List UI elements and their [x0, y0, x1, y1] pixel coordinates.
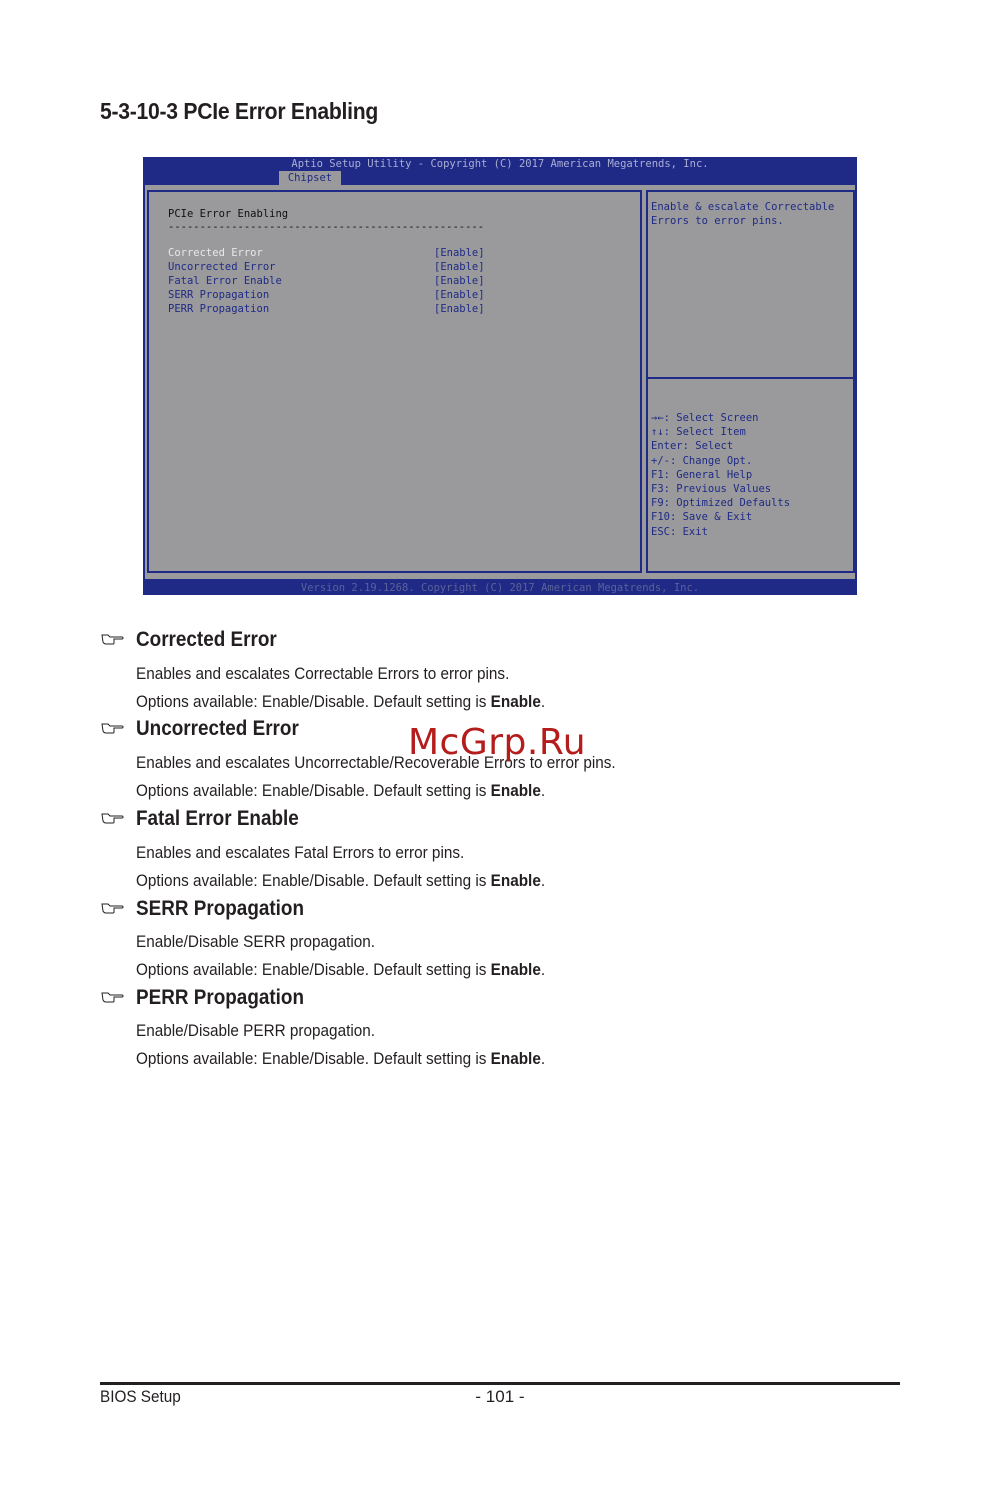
default-value: Enable [490, 960, 541, 979]
bios-item-value[interactable]: [Enable] [434, 289, 485, 301]
setting-description: Enable/Disable PERR propagation. [136, 1021, 376, 1040]
key-hint: ESC: Exit [651, 525, 708, 538]
setting-title: Uncorrected Error [136, 717, 299, 740]
bios-item-fatal-error-enable[interactable] [168, 274, 498, 288]
pointing-hand-icon [100, 811, 124, 825]
bios-screenshot [143, 157, 857, 595]
setting-options: Options available: Enable/Disable. Default setting is Enable. [136, 692, 546, 711]
key-hint: +/-: Change Opt. [651, 454, 753, 467]
footer-section-name: BIOS Setup [100, 1387, 181, 1406]
key-hint: F1: General Help [651, 468, 753, 481]
bios-item-serr-propagation[interactable] [168, 288, 498, 302]
help-text: Enable & escalate Correctable Errors to error pins. [651, 201, 835, 227]
bios-item-perr-propagation[interactable] [168, 302, 498, 316]
bios-header-title: Aptio Setup Utility - Copyright (C) 2017 American Megatrends, Inc. [291, 158, 709, 170]
watermark: McGrp.Ru [408, 722, 587, 763]
bios-item-label: Corrected Error [168, 247, 263, 259]
setting-description: Enables and escalates Fatal Errors to error pins. [136, 843, 465, 862]
default-value: Enable [490, 871, 541, 890]
bios-item-label: Fatal Error Enable [168, 275, 282, 287]
setting-description: Enables and escalates Uncorrectable/Recoverable Errors to error pins. [136, 753, 616, 772]
bios-item-value[interactable]: [Enable] [434, 303, 485, 315]
bios-footer: Version 2.19.1268. Copyright (C) 2017 American Megatrends, Inc. [143, 581, 857, 595]
setting-title: Corrected Error [136, 628, 277, 651]
setting-options: Options available: Enable/Disable. Default setting is Enable. [136, 871, 546, 890]
help-divider [648, 377, 853, 379]
bios-item-label: SERR Propagation [168, 289, 270, 301]
default-value: Enable [490, 781, 541, 800]
key-legend [651, 411, 790, 539]
bios-body [145, 185, 855, 579]
bios-item-label: PERR Propagation [168, 303, 270, 315]
pointing-hand-icon [100, 632, 124, 646]
tab-chipset[interactable]: Chipset [279, 171, 341, 185]
setting-description: Enables and escalates Correctable Errors to error pins. [136, 664, 510, 683]
setting-title: Fatal Error Enable [136, 807, 299, 830]
pointing-hand-icon [100, 990, 124, 1004]
key-hint: Enter: Select [651, 440, 734, 453]
section-title: 5-3-10-3 PCIe Error Enabling [100, 98, 379, 124]
bios-settings-panel [147, 190, 642, 573]
bios-item-value[interactable]: [Enable] [434, 261, 485, 273]
setting-title: SERR Propagation [136, 897, 305, 920]
footer-rule [100, 1382, 900, 1385]
bios-header [143, 157, 857, 185]
bios-item-value[interactable]: [Enable] [434, 247, 485, 259]
setting-options: Options available: Enable/Disable. Default setting is Enable. [136, 781, 546, 800]
key-hint: F9: Optimized Defaults [651, 497, 791, 510]
setting-options: Options available: Enable/Disable. Default setting is Enable. [136, 1049, 546, 1068]
key-hint: F3: Previous Values [651, 483, 772, 496]
pointing-hand-icon [100, 721, 124, 735]
default-value: Enable [490, 692, 541, 711]
key-hint: F10: Save & Exit [651, 511, 753, 524]
bios-item-corrected-error[interactable] [168, 246, 498, 260]
bios-separator: -------------------------------------------------- [168, 221, 485, 233]
page-number: - 101 - [475, 1387, 525, 1406]
bios-page-title: PCIe Error Enabling [168, 208, 289, 220]
key-hint: ↑↓: Select Item [651, 426, 746, 439]
bios-item-value[interactable]: [Enable] [434, 275, 485, 287]
pointing-hand-icon [100, 901, 124, 915]
setting-title: PERR Propagation [136, 986, 305, 1009]
setting-options: Options available: Enable/Disable. Default setting is Enable. [136, 960, 546, 979]
bios-item-uncorrected-error[interactable] [168, 260, 498, 274]
setting-description: Enable/Disable SERR propagation. [136, 932, 376, 951]
default-value: Enable [490, 1049, 541, 1068]
key-hint: →←: Select Screen [651, 412, 759, 424]
bios-item-label: Uncorrected Error [168, 261, 276, 273]
